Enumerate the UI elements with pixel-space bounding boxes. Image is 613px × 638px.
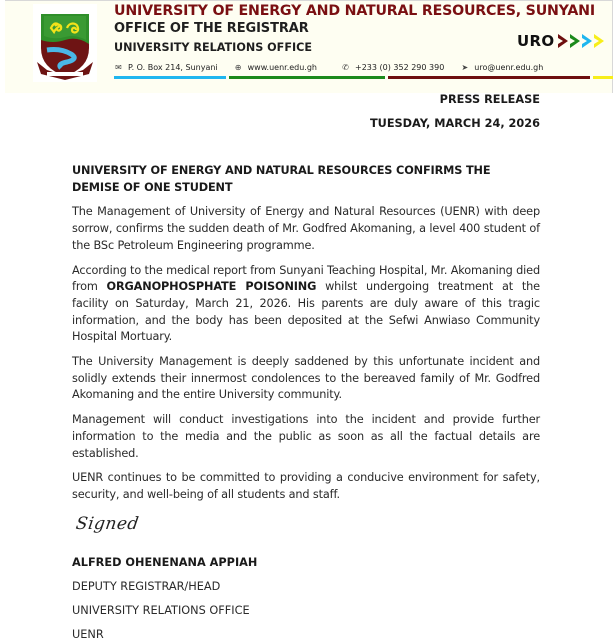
uro-logo-text: URO xyxy=(517,32,555,50)
signatory-title: DEPUTY REGISTRAR/HEAD xyxy=(72,580,221,593)
phone-text: +233 (0) 352 290 390 xyxy=(355,62,445,72)
office-name: OFFICE OF THE REGISTRAR xyxy=(114,21,309,36)
website-link[interactable]: www.uenr.edu.gh xyxy=(247,62,317,72)
paragraph-1: The Management of University of Energy and Natural Resources (UENR) with deep sorrow, confirms the sudden death of Mr. Godfred Akomaning, a level 400 student of the BSc Petroleum Engineering programme. xyxy=(72,205,540,252)
chevron-yellow-icon xyxy=(592,33,606,49)
p2-text-end: whilst undergoing treatment at the facility on Saturday, March 21, 2026. His parents are duly aware of this tragic information, and the body has been deposited at the Sefwi Anwiaso Community Hospital Mortuary. xyxy=(72,280,540,344)
paragraph-2 xyxy=(72,263,540,347)
cause-of-death: ORGANOPHOSPHATE POISONING xyxy=(106,280,317,294)
bar-sky xyxy=(114,76,226,79)
paragraph-5: UENR continues to be committed to providing a conducive environment for safety, security, and well-being of all students and staff. xyxy=(72,471,540,501)
bar-green xyxy=(229,76,385,79)
mail-icon: ✉ xyxy=(115,62,122,72)
contact-row xyxy=(114,61,557,73)
article-headline: UNIVERSITY OF ENERGY AND NATURAL RESOURCES CONFIRMS THE DEMISE OF ONE STUDENT xyxy=(72,164,491,194)
color-bars xyxy=(114,76,613,79)
contact-website[interactable] xyxy=(234,63,317,72)
bar-maroon xyxy=(388,76,590,79)
uenr-crest-logo xyxy=(33,4,97,82)
university-name: UNIVERSITY OF ENERGY AND NATURAL RESOURCES, SUNYANI xyxy=(114,3,595,19)
paragraph-4: Management will conduct investigations into the incident and provide further information to the media and the public as soon as all the factual details are established. xyxy=(72,413,540,460)
letterhead xyxy=(5,0,613,93)
phone-icon: ✆ xyxy=(342,62,349,72)
address-text: P. O. Box 214, Sunyani xyxy=(128,62,218,72)
contact-address xyxy=(114,63,218,72)
signatory-org: UENR xyxy=(72,628,104,638)
article-body xyxy=(72,163,540,512)
globe-icon: ⊕ xyxy=(234,62,242,72)
press-release-label: PRESS RELEASE xyxy=(439,93,540,106)
uro-logo xyxy=(517,31,604,51)
send-icon: ➤ xyxy=(461,62,469,72)
contact-email[interactable] xyxy=(460,63,543,72)
release-date: TUESDAY, MARCH 24, 2026 xyxy=(369,117,540,130)
contact-phone xyxy=(341,63,444,72)
bar-yellow xyxy=(593,76,613,79)
paragraph-3: The University Management is deeply saddened by this unfortunate incident and solidly extends their innermost condolences to the bereaved family of Mr. Godfred Akomaning and the entire University community. xyxy=(72,355,540,402)
department-name: UNIVERSITY RELATIONS OFFICE xyxy=(114,41,312,54)
email-link[interactable]: uro@uenr.edu.gh xyxy=(474,62,544,72)
signatory-name: ALFRED OHENENANA APPIAH xyxy=(72,556,258,569)
signed-mark: Signed xyxy=(74,514,141,534)
p2-text-start: According to the medical report from Sunyani Teaching Hospital, Mr. Akomaning died from xyxy=(72,263,540,294)
signatory-office: UNIVERSITY RELATIONS OFFICE xyxy=(72,604,250,617)
